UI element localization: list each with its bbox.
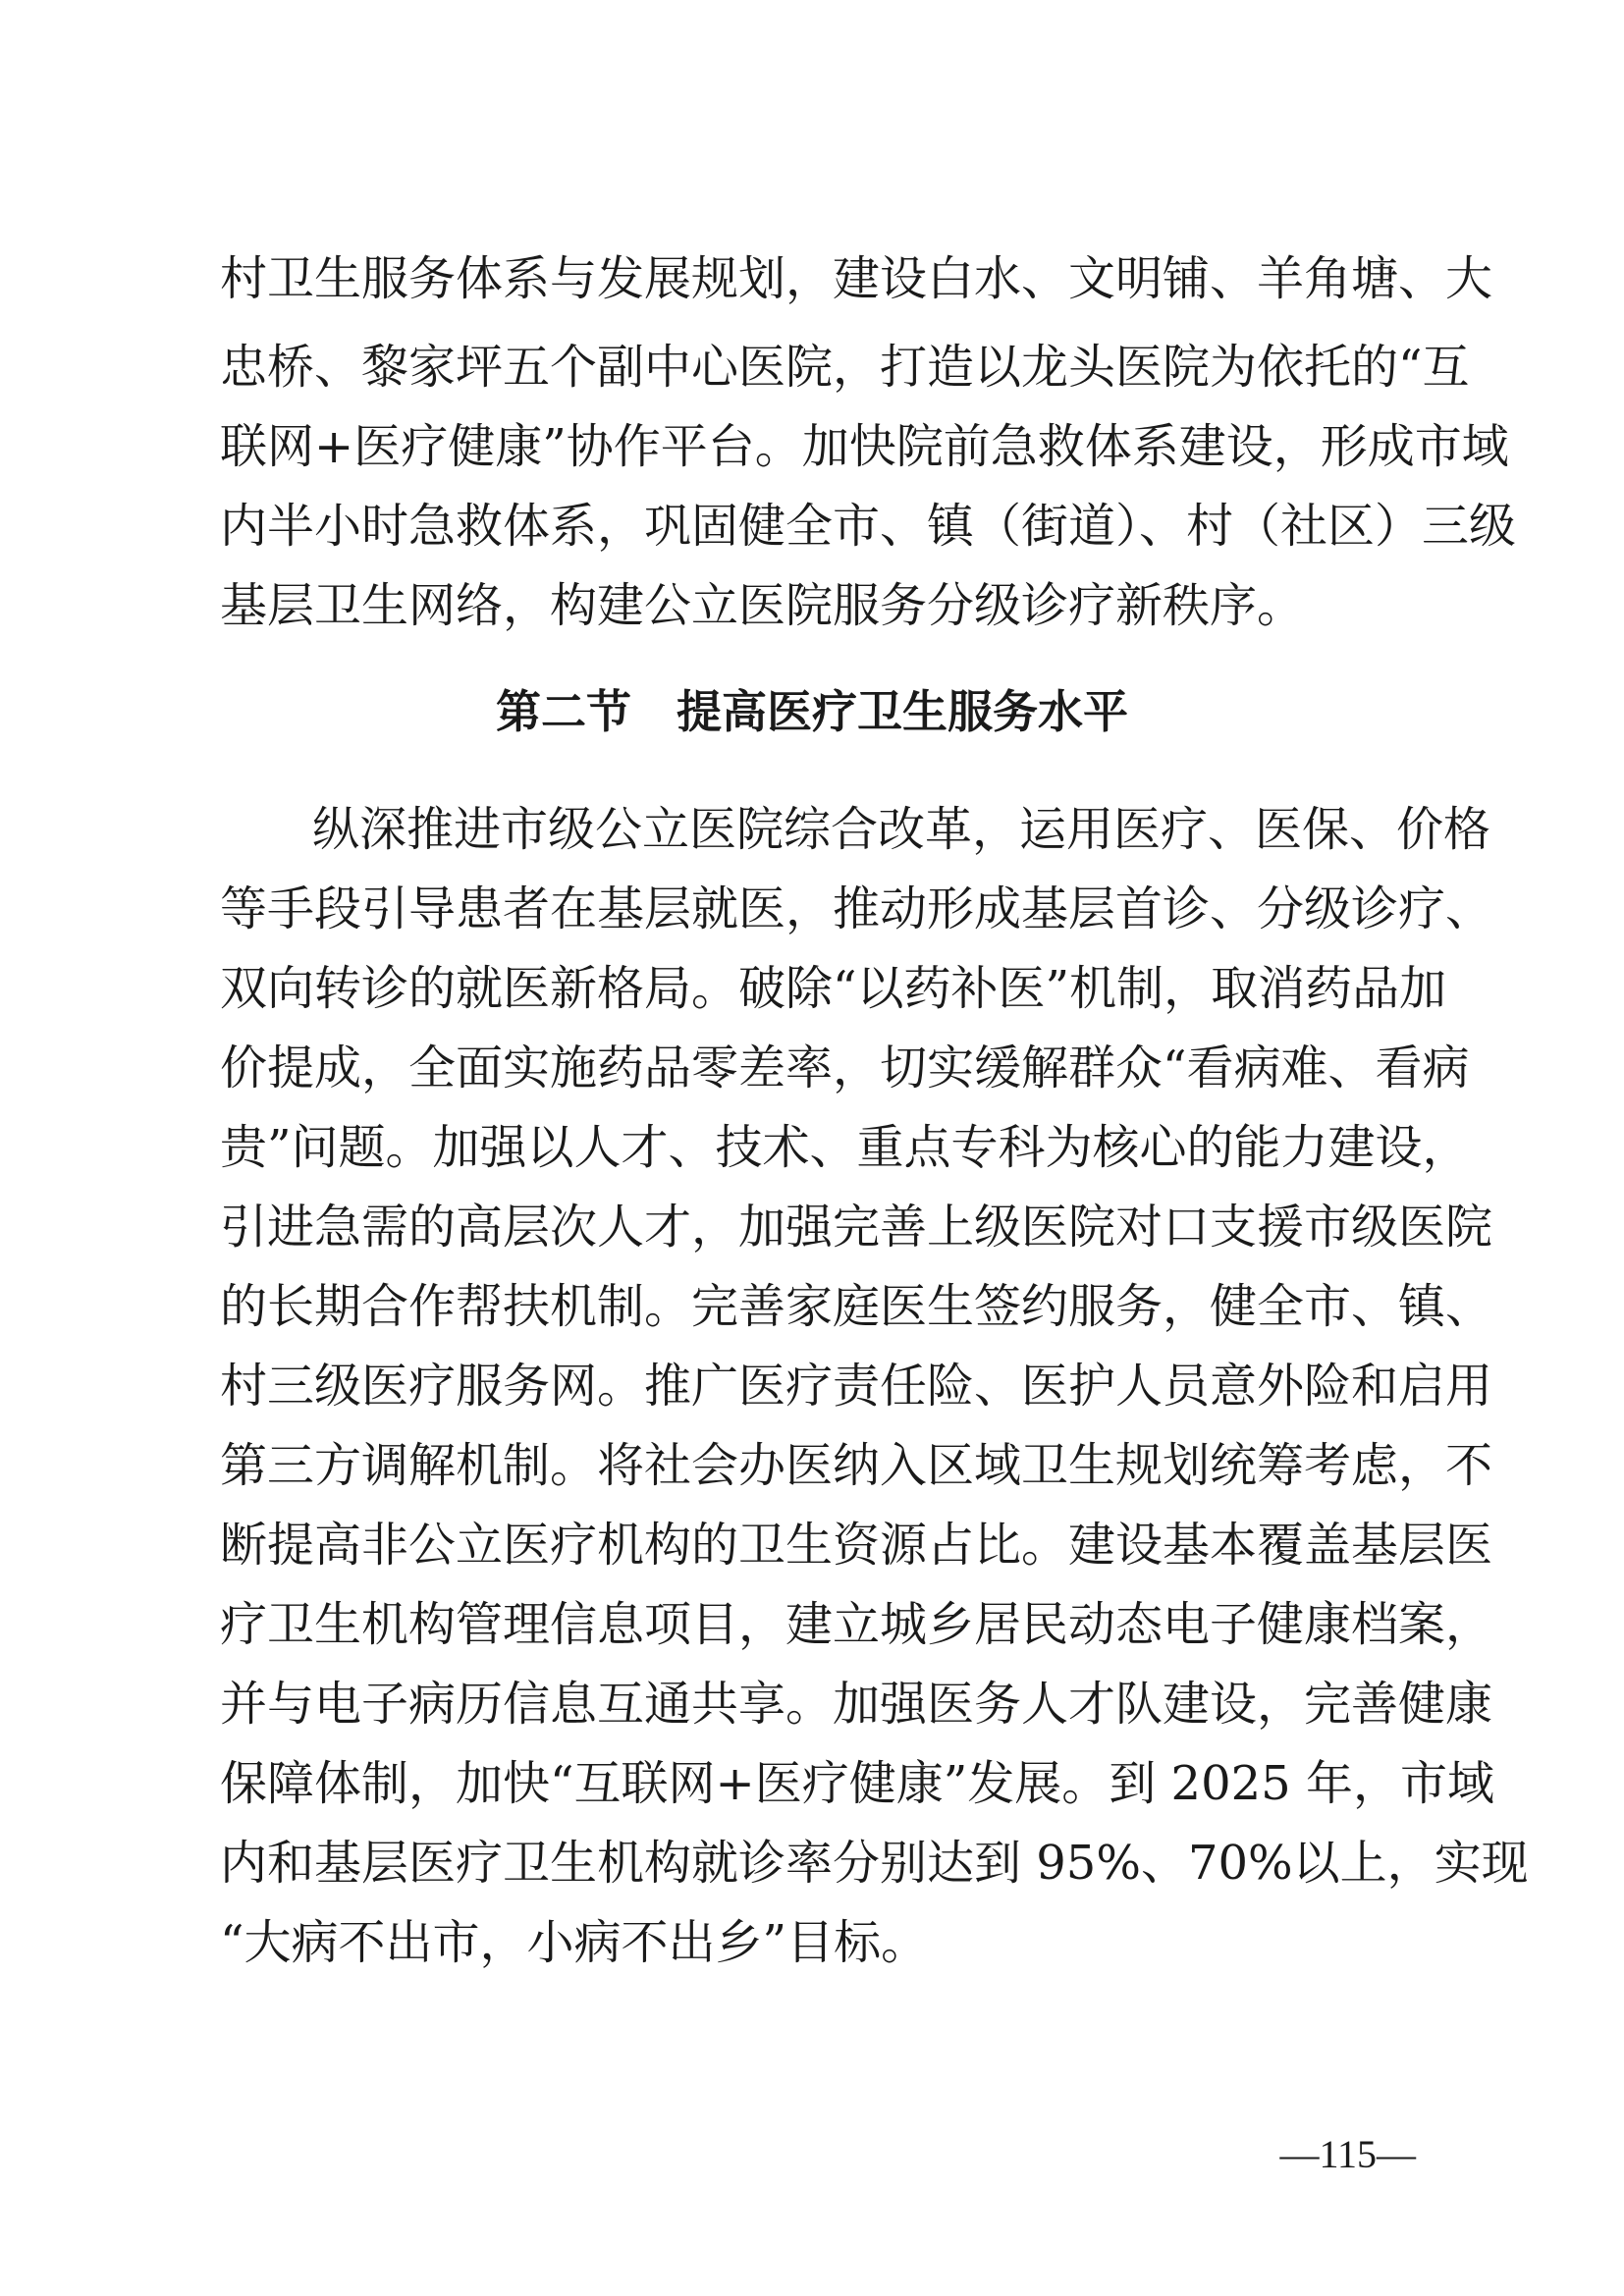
paragraph-2-line: 保障体制，加快“互联网+医疗健康”发展。到 2025 年，市域 <box>220 1756 1494 1811</box>
paragraph-2-line: 等手段引导患者在基层就医，推动形成基层首诊、分级诊疗、 <box>220 881 1493 936</box>
paragraph-1-line: 忠桥、黎家坪五个副中心医院，打造以龙头医院为依托的“互 <box>220 340 1470 395</box>
paragraph-2-line: 村三级医疗服务网。推广医疗责任险、医护人员意外险和启用 <box>220 1359 1493 1414</box>
paragraph-2-line: 并与电子病历信息互通共享。加强医务人才队建设，完善健康 <box>220 1677 1493 1732</box>
paragraph-2-line: 的长期合作帮扶机制。完善家庭医生签约服务，健全市、镇、 <box>220 1279 1493 1334</box>
paragraph-2-line: 疗卫生机构管理信息项目，建立城乡居民动态电子健康档案， <box>220 1597 1493 1652</box>
paragraph-1-line: 基层卫生网络，构建公立医院服务分级诊疗新秩序。 <box>220 578 1305 633</box>
paragraph-2-line: 断提高非公立医疗机构的卫生资源占比。建设基本覆盖基层医 <box>220 1518 1493 1573</box>
paragraph-2-line: “大病不出市，小病不出乡”目标。 <box>220 1915 929 1970</box>
paragraph-2-line: 内和基层医疗卫生机构就诊率分别达到 95%、70%以上，实现 <box>220 1836 1529 1891</box>
paragraph-2-line: 价提成，全面实施药品零差率，切实缓解群众“看病难、看病 <box>220 1041 1470 1095</box>
section-heading: 第二节 提高医疗卫生服务水平 <box>496 685 1128 738</box>
paragraph-2-line: 引进急需的高层次人才，加强完善上级医院对口支援市级医院 <box>220 1200 1493 1255</box>
paragraph-1-line: 村卫生服务体系与发展规划，建设白水、文明铺、羊角塘、大 <box>220 251 1493 306</box>
paragraph-2-line: 贵”问题。加强以人才、技术、重点专科为核心的能力建设， <box>220 1120 1470 1175</box>
paragraph-2-line: 第三方调解机制。将社会办医纳入区域卫生规划统筹考虑，不 <box>220 1438 1493 1493</box>
paragraph-2-line: 双向转诊的就医新格局。破除“以药补医”机制，取消药品加 <box>220 961 1447 1016</box>
paragraph-1-line: 联网+医疗健康”协作平台。加快院前急救体系建设，形成市域 <box>220 419 1509 474</box>
paragraph-1-line: 内半小时急救体系，巩固健全市、镇（街道）、村（社区）三级 <box>220 499 1517 554</box>
paragraph-2-line: 纵深推进市级公立医院综合改革，运用医疗、医保、价格 <box>312 802 1491 857</box>
page-number: —115— <box>1279 2132 1416 2176</box>
